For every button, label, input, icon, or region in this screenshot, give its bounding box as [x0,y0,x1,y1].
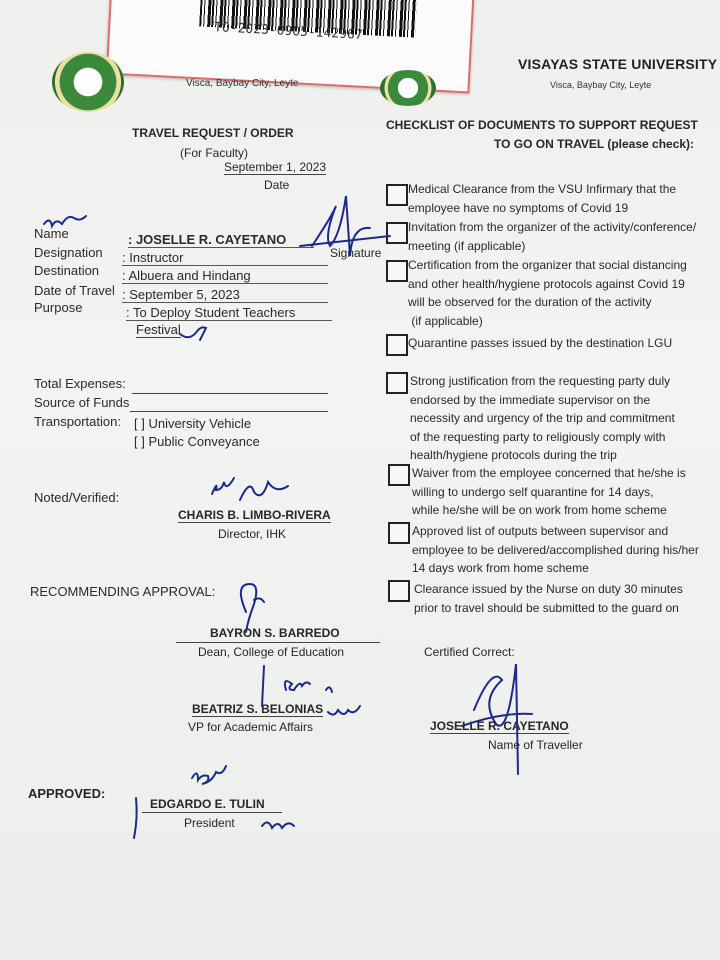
left-address: Visca, Baybay City, Leyte [186,78,299,89]
tracking-number: TO-2023-0905-142967 [213,20,364,43]
checklist-item-5: Strong justification from the requesting party duly endorsed by the immediate supervisor on the necessity and urgency of the trip and commitment of the requesting party to religiously comply with health/hygiene protocols during the trip [410,374,675,462]
president-initial [262,822,294,828]
certified-name: JOSELLE R. CAYETANO [430,719,569,733]
traveller-signature-top [300,196,390,256]
recommending-signature-2 [262,666,332,706]
transportation-label: Transportation: [34,414,121,429]
source-of-funds-label: Source of Funds [34,395,130,410]
checklist-item-3: Certification from the organizer that social distancing and other health/hygiene protocols against Covid 19 will be observed for the duration of the activity (if applicable) [408,258,687,328]
field-label-purpose: Purpose [34,300,83,315]
noted-title: Director, IHK [218,527,287,541]
purpose-continuation: Festival [136,322,181,337]
date-label: Date [264,178,290,192]
initials-mark [44,216,86,226]
checklist-item-4: Quarantine passes issued by the destination LGU [408,336,673,350]
approved-signature [134,766,226,838]
purpose-initial [180,327,206,340]
form-subtitle: (For Faculty) [180,146,249,160]
field-value-date-of-travel: : September 5, 2023 [122,287,328,303]
approved-name: EDGARDO E. TULIN [150,797,265,811]
transport-option-public-conveyance: [ ] Public Conveyance [134,434,260,449]
university-name: VISAYAS STATE UNIVERSITY [518,56,718,72]
right-address: Visca, Baybay City, Leyte [550,80,652,90]
field-value-destination: : Albuera and Hindang [122,268,328,284]
checklist-item-8: Clearance issued by the Nurse on duty 30 minutes prior to travel should be submitted to the guard on [414,582,683,615]
checklist-item-6: Waiver from the employee concerned that he/she is willing to undergo self quarantine for 14 days, while he/she will be on work from home scheme [412,466,686,517]
field-label-destination: Destination [34,263,100,278]
approved-title: President [184,816,235,830]
checklist-item-7: Approved list of outputs between supervisor and employee to be delivered/accomplished during his/her 14 days work from home scheme [412,524,699,575]
certified-label: Certified Correct: [424,645,515,659]
approved-label: APPROVED: [28,786,106,801]
signature-label: Signature [330,246,382,260]
field-value-designation: : Instructor [122,250,328,266]
total-expenses-label: Total Expenses: [34,376,126,391]
noted-name: CHARIS B. LIMBO-RIVERA [178,508,331,522]
checklist-item-1: Medical Clearance from the VSU Infirmary that the employee have no symptoms of Covid 19 [408,182,677,215]
checklist-item-2: Invitation from the organizer of the activity/conference/ meeting (if applicable) [408,220,697,253]
field-label-designation: Designation [34,245,103,260]
certified-title: Name of Traveller [488,738,583,752]
recommending-title-2: VP for Academic Affairs [188,720,313,734]
checklist-title-2: TO GO ON TRAVEL (please check): [494,137,695,151]
recommending-name-1: BAYRON S. BARREDO [210,626,340,640]
recommending-signature-1 [241,584,264,632]
recommending-title-1: Dean, College of Education [198,645,345,659]
transport-option-university-vehicle: [ ] University Vehicle [134,416,252,431]
noted-signature [212,478,288,500]
form-title: TRAVEL REQUEST / ORDER [132,126,294,140]
field-label-date-of-travel: Date of Travel [34,283,115,298]
noted-label: Noted/Verified: [34,490,120,505]
field-value-purpose: : To Deploy Student Teachers [126,305,332,321]
certified-signature [462,664,532,774]
field-value-name: : JOSELLE R. CAYETANO [128,232,314,248]
field-label-name: Name [34,226,69,241]
belonias-initial [328,706,360,715]
recommending-label: RECOMMENDING APPROVAL: [30,584,216,599]
date-value: September 1, 2023 [224,160,327,174]
recommending-name-2: BEATRIZ S. BELONIAS [192,702,324,716]
checklist-title-1: CHECKLIST OF DOCUMENTS TO SUPPORT REQUEST [386,118,698,132]
